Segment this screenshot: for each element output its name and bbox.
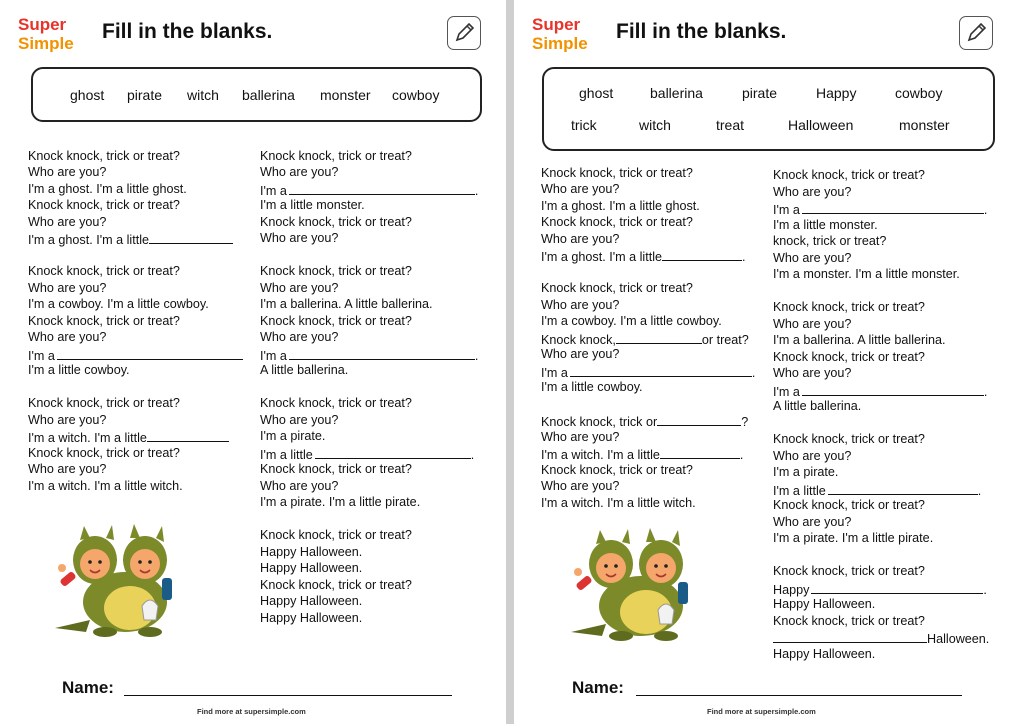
- text-line: Happy Halloween.: [260, 611, 363, 625]
- word-bank-item: ballerina: [242, 87, 295, 103]
- svg-text:Super: Super: [532, 15, 581, 34]
- text-line-with-blank: I'm a witch. I'm a little: [28, 429, 229, 445]
- text-line: Who are you?: [541, 430, 620, 444]
- text-line-with-blank: I'm a .: [260, 184, 479, 198]
- text-line-with-blank: Halloween.: [773, 630, 989, 646]
- text-line: I'm a cowboy. I'm a little cowboy.: [28, 297, 209, 311]
- text-line: Knock knock, trick or treat?: [260, 215, 412, 229]
- text-line: Happy Halloween.: [260, 545, 363, 559]
- text-line: Knock knock, trick or treat?: [773, 498, 925, 512]
- text-line: Knock knock, trick or treat?: [28, 446, 180, 460]
- text-line-with-blank: I'm a witch. I'm a little .: [541, 448, 744, 462]
- word-bank-item: witch: [639, 117, 671, 133]
- text-line: Who are you?: [28, 413, 107, 427]
- word-bank-item: treat: [716, 117, 745, 133]
- blank-field[interactable]: [660, 446, 740, 459]
- text-line: Who are you?: [28, 165, 107, 179]
- text-line: I'm a pirate.: [260, 429, 326, 443]
- word-bank-item: ghost: [70, 87, 105, 103]
- blank-field[interactable]: [616, 331, 702, 344]
- text-line: Happy Halloween.: [260, 561, 363, 575]
- text-line: Knock knock, trick or treat?: [541, 166, 693, 180]
- pencil-icon: [959, 16, 993, 50]
- super-simple-logo: [16, 14, 86, 52]
- blank-field[interactable]: [828, 482, 978, 495]
- word-bank-item: witch: [187, 87, 219, 103]
- footer-text: Find more at supersimple.com: [197, 707, 306, 716]
- text-line: Knock knock, trick or treat?: [773, 564, 925, 578]
- text-line: I'm a pirate. I'm a little pirate.: [773, 531, 934, 545]
- text-line: Who are you?: [28, 462, 107, 476]
- name-field[interactable]: [636, 694, 962, 696]
- text-line: Knock knock, trick or treat?: [773, 432, 925, 446]
- text-line: Who are you?: [260, 479, 339, 493]
- svg-text:Simple: Simple: [532, 34, 588, 52]
- blank-field[interactable]: [657, 413, 741, 426]
- text-line: Who are you?: [260, 330, 339, 344]
- blank-field[interactable]: [802, 383, 984, 396]
- text-line-with-blank: I'm a .: [260, 349, 479, 363]
- blank-field[interactable]: [57, 347, 243, 360]
- text-line: Who are you?: [260, 165, 339, 179]
- text-line: Knock knock, trick or treat?: [28, 396, 180, 410]
- text-line-with-blank: I'm a ghost. I'm a little: [28, 231, 233, 247]
- text-line-with-blank: I'm a little .: [773, 484, 982, 498]
- blank-field[interactable]: [147, 429, 229, 442]
- word-bank-item: trick: [571, 117, 597, 133]
- text-line: Who are you?: [260, 413, 339, 427]
- blank-field[interactable]: [773, 630, 927, 643]
- monster-kids-illustration: [566, 524, 716, 644]
- text-line: Knock knock, trick or treat?: [28, 314, 180, 328]
- text-line-with-blank: I'm a little .: [260, 448, 475, 462]
- text-line: knock, trick or treat?: [773, 234, 887, 248]
- svg-text:Super: Super: [18, 15, 67, 34]
- word-bank-item: monster: [320, 87, 371, 103]
- pencil-icon: [447, 16, 481, 50]
- text-line: Knock knock, trick or treat?: [260, 396, 412, 410]
- text-line: Knock knock, trick or treat?: [773, 614, 925, 628]
- text-line: Who are you?: [541, 182, 620, 196]
- text-line: I'm a little cowboy.: [28, 363, 130, 377]
- text-line: Knock knock, trick or treat?: [260, 528, 412, 542]
- text-line: Who are you?: [28, 330, 107, 344]
- text-line-with-blank: I'm a .: [773, 203, 988, 217]
- text-line: I'm a ballerina. A little ballerina.: [260, 297, 433, 311]
- text-line: I'm a little monster.: [260, 198, 365, 212]
- word-bank-item: monster: [899, 117, 950, 133]
- text-line: I'm a ghost. I'm a little ghost.: [28, 182, 187, 196]
- blank-field[interactable]: [149, 231, 233, 244]
- text-line: Who are you?: [260, 231, 339, 245]
- word-bank-item: cowboy: [392, 87, 440, 103]
- text-line: Who are you?: [773, 515, 852, 529]
- text-line: Who are you?: [260, 281, 339, 295]
- text-line: I'm a little monster.: [773, 218, 878, 232]
- text-line: Who are you?: [541, 298, 620, 312]
- text-line: Knock knock, trick or treat?: [260, 264, 412, 278]
- page-title: Fill in the blanks.: [616, 20, 787, 43]
- blank-field[interactable]: [315, 446, 471, 459]
- text-line: Who are you?: [773, 317, 852, 331]
- text-line: I'm a little cowboy.: [541, 380, 643, 394]
- word-bank-item: pirate: [127, 87, 163, 103]
- text-line: I'm a pirate. I'm a little pirate.: [260, 495, 421, 509]
- text-line: Happy Halloween.: [773, 597, 876, 611]
- text-line: Happy Halloween.: [773, 647, 876, 661]
- footer-text: Find more at supersimple.com: [707, 707, 816, 716]
- monster-kids-illustration: [50, 520, 200, 640]
- blank-field[interactable]: [570, 364, 752, 377]
- word-bank-item: ghost: [579, 85, 614, 101]
- name-field[interactable]: [124, 694, 452, 696]
- name-label: Name:: [572, 678, 624, 697]
- worksheet-page-2: [514, 0, 1024, 724]
- word-bank: [542, 67, 995, 151]
- text-line: Knock knock, trick or treat?: [773, 300, 925, 314]
- text-line-with-blank: I'm a .: [541, 366, 756, 380]
- text-line: A little ballerina.: [773, 399, 862, 413]
- text-line: Knock knock, trick or treat?: [773, 168, 925, 182]
- text-line-with-blank: I'm a ghost. I'm a little .: [541, 250, 746, 264]
- text-line: I'm a ballerina. A little ballerina.: [773, 333, 946, 347]
- blank-field[interactable]: [662, 248, 742, 261]
- word-bank-item: pirate: [742, 85, 778, 101]
- text-line: I'm a witch. I'm a little witch.: [28, 479, 183, 493]
- text-line-with-blank: Knock knock, or treat?: [541, 333, 749, 347]
- word-bank: [31, 67, 482, 122]
- text-line: Knock knock, trick or treat?: [28, 149, 180, 163]
- super-simple-logo: [530, 14, 600, 52]
- text-line: I'm a cowboy. I'm a little cowboy.: [541, 314, 722, 328]
- text-line: Knock knock, trick or treat?: [28, 264, 180, 278]
- text-line: I'm a pirate.: [773, 465, 839, 479]
- text-line: Who are you?: [541, 347, 620, 361]
- text-line: Who are you?: [773, 449, 852, 463]
- text-line: I'm a witch. I'm a little witch.: [541, 496, 696, 510]
- text-line: Knock knock, trick or treat?: [28, 198, 180, 212]
- text-line: Who are you?: [28, 281, 107, 295]
- text-line: Who are you?: [541, 232, 620, 246]
- text-line: Knock knock, trick or treat?: [260, 578, 412, 592]
- text-line: Knock knock, trick or treat?: [260, 149, 412, 163]
- text-line-with-blank: Knock knock, trick or ?: [541, 415, 749, 429]
- text-line: I'm a ghost. I'm a little ghost.: [541, 199, 700, 213]
- text-line: Who are you?: [773, 185, 852, 199]
- name-label: Name:: [62, 678, 114, 697]
- word-bank-item: Happy: [816, 85, 857, 101]
- text-line-with-blank: I'm a: [28, 347, 243, 363]
- text-line: Knock knock, trick or treat?: [260, 462, 412, 476]
- word-bank-item: cowboy: [895, 85, 943, 101]
- text-line: Who are you?: [773, 366, 852, 380]
- text-line: Knock knock, trick or treat?: [773, 350, 925, 364]
- blank-field[interactable]: [802, 201, 984, 214]
- worksheet-page-1: [0, 0, 506, 724]
- svg-text:Simple: Simple: [18, 34, 74, 52]
- text-line: Knock knock, trick or treat?: [541, 215, 693, 229]
- blank-field[interactable]: [811, 581, 983, 594]
- text-line: Knock knock, trick or treat?: [541, 281, 693, 295]
- text-line-with-blank: I'm a .: [773, 385, 988, 399]
- word-bank-item: Halloween: [788, 117, 854, 133]
- text-line: I'm a monster. I'm a little monster.: [773, 267, 960, 281]
- word-bank-item: ballerina: [650, 85, 703, 101]
- text-line-with-blank: Happy .: [773, 583, 987, 597]
- page-title: Fill in the blanks.: [102, 20, 273, 43]
- text-line: A little ballerina.: [260, 363, 349, 377]
- text-line: Knock knock, trick or treat?: [541, 463, 693, 477]
- blank-field[interactable]: [289, 347, 475, 360]
- text-line: Who are you?: [773, 251, 852, 265]
- text-line: Who are you?: [541, 479, 620, 493]
- text-line: Knock knock, trick or treat?: [260, 314, 412, 328]
- text-line: Who are you?: [28, 215, 107, 229]
- blank-field[interactable]: [289, 182, 475, 195]
- text-line: Happy Halloween.: [260, 594, 363, 608]
